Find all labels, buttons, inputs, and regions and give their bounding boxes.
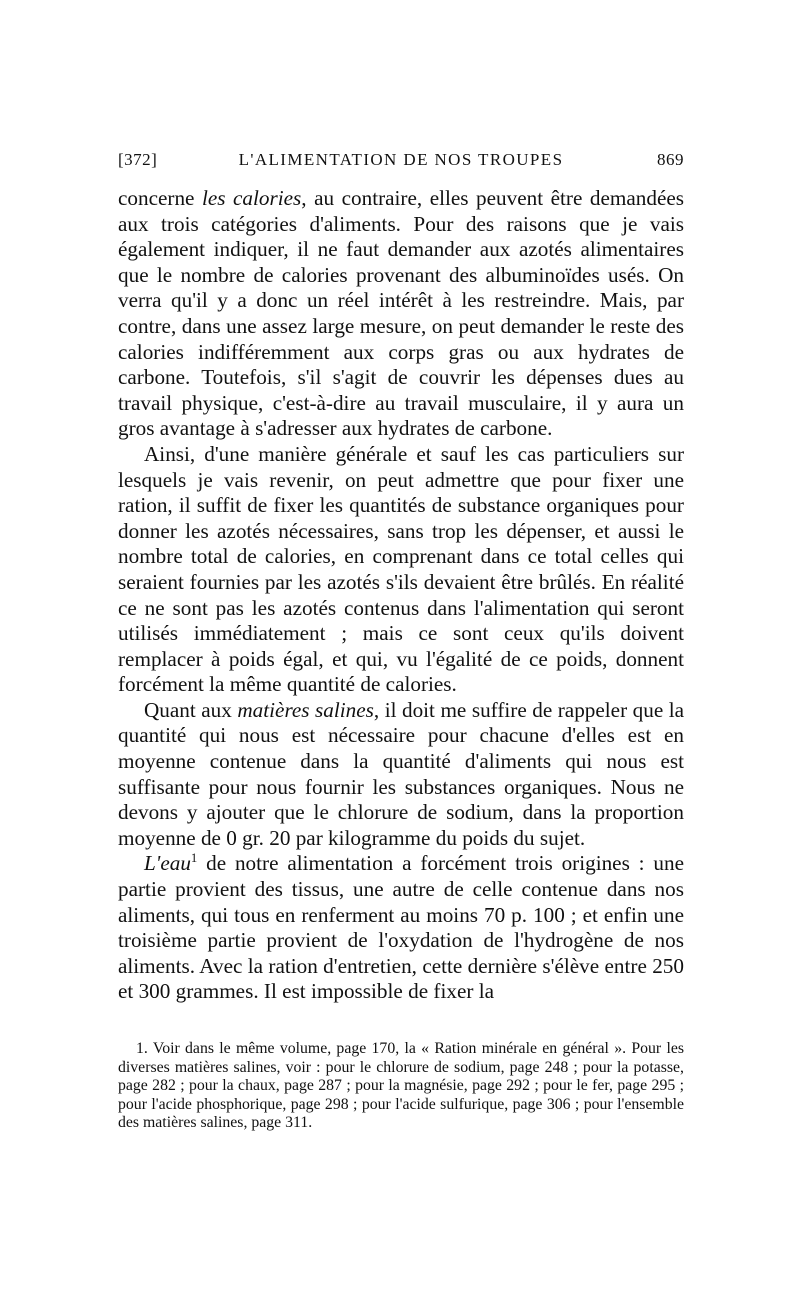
text-run: de notre alimentation a forcément trois origines : une partie provient des tissus, une autre de celle contenue dans nos aliments, qui tous en renferment au moins 70 p. 100 ; et enfin une troisième partie provient de l'oxydation de l'hydrogène de nos aliments. Avec la ration d'entretien, cette dernière s'élève entre 250 et 300 grammes. Il est impossible de fixer la <box>118 851 684 1004</box>
paragraph <box>118 186 684 442</box>
italic-term: matières salines <box>237 697 374 722</box>
italic-term: L'eau <box>144 851 191 876</box>
text-run: concerne <box>118 186 202 210</box>
page-number: 869 <box>657 150 684 169</box>
text-run: Ainsi, d'une manière générale et sauf les cas particuliers sur lesquels je vais revenir, on peut admettre que pour fixer une ration, il suffit de fixer les quantités de substance organiques pour donner les azotés nécessaires, sans trop les dépenser, et aussi le nombre total de calories, en comprenant dans ce total celles qui seraient fournies par les azotés s'ils devaient être brûlés. En réalité ce ne sont pas les azotés contenus dans l'alimentation qui seront utilisés immédiatement ; mais ce sont ceux qu'ils doivent remplacer à poids égal, et qui, vu l'égalité de ce poids, donnent forcément la même quantité de calories. <box>118 441 684 697</box>
paragraph <box>118 442 684 698</box>
text-run: , au contraire, elles peuvent être demandées aux trois catégories d'aliments. Pour des raisons que je vais également indiquer, il ne faut demander aux azotés alimentaires que le nombre de calories provenant des albuminoïdes usés. On verra qu'il y a donc un réel intérêt à les restreindre. Mais, par contre, dans une assez large mesure, on peut demander le reste des calories indifféremment aux corps gras ou aux hydrates de carbone. Toutefois, s'il s'agit de couvrir les dépenses dues au travail physique, c'est-à-dire au travail musculaire, il y aura un gros avantage à s'adresser aux hydrates de carbone. <box>118 186 684 441</box>
paragraph <box>118 698 684 852</box>
italic-term: les calories <box>201 186 302 210</box>
text-run: Quant aux <box>144 697 238 722</box>
footnote: 1. Voir dans le même volume, page 170, la « Ration minérale en général ». Pour les diverses matières salines, voir : pour le chlorure de sodium, page 248 ; pour la potasse, page 282 ; pour la chaux, page 287 ; pour la magnésie, page 292 ; pour le fer, page 295 ; pour l'acide phosphorique, page 298 ; pour l'acide sulfurique, page 306 ; pour l'ensemble des matières salines, page 311. <box>118 1040 684 1132</box>
footnote-marker: 1 <box>190 851 198 866</box>
running-title: L'ALIMENTATION DE NOS TROUPES <box>238 150 564 169</box>
body-text <box>118 186 684 1005</box>
header-bracket-number: [372] <box>118 150 158 169</box>
text-run: , il doit me suffire de rappeler que la quantité qui nous est nécessaire pour chacune d'elles est en moyenne contenue dans la quantité d'aliments qui nous est suffisante pour nous fournir les substances organiques. Nous ne devons y ajouter que le chlorure de sodium, dans la proportion moyenne de 0 gr. 20 par kilogramme du poids du sujet. <box>118 697 685 850</box>
footnotes <box>118 1040 684 1133</box>
running-header <box>118 150 684 174</box>
paragraph <box>118 851 684 1005</box>
